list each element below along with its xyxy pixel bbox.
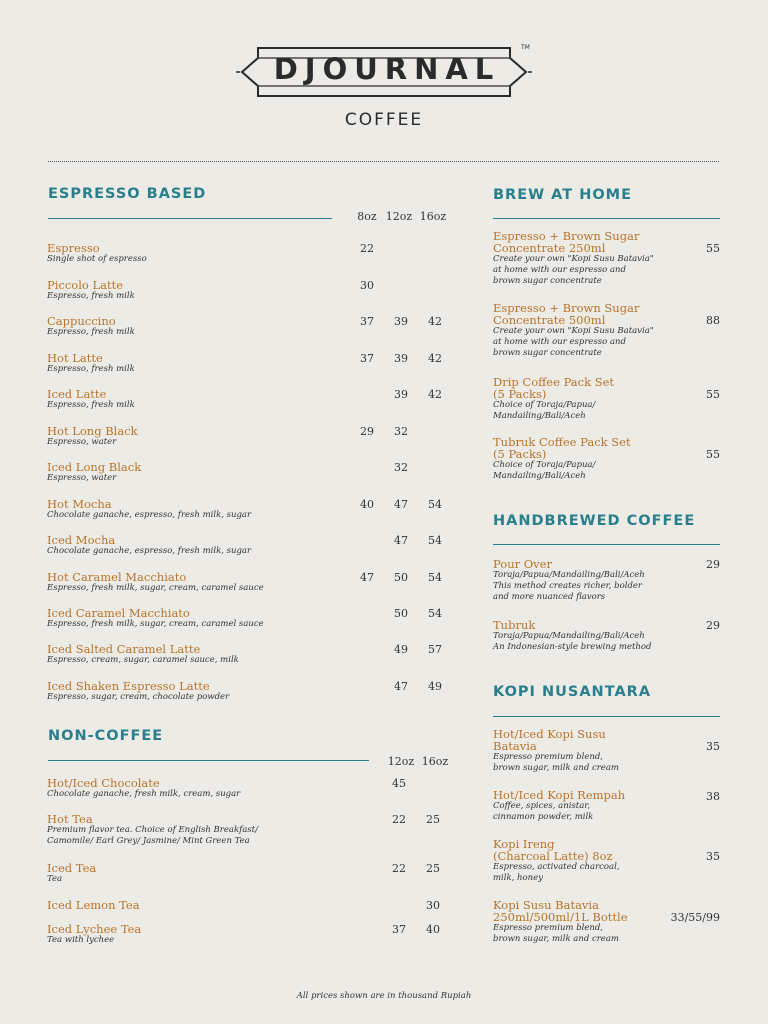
item-price: 50 [394,571,408,584]
item-name: Iced Lychee Tea [47,922,142,936]
menu-item [47,352,135,375]
item-name: Hot Mocha [47,497,112,511]
item-description: Choice of Toraja/Papua/ [493,460,596,470]
item-name: Espresso [47,241,100,255]
item-description: Create your own "Kopi Susu Batavia" [493,254,654,264]
item-description: brown sugar, milk and cream [493,934,619,944]
menu-item [47,643,239,666]
item-description: Toraja/Papua/Mandailing/Bali/Aceh [493,570,645,580]
item-price: 42 [428,388,442,401]
item-description: Camomile/ Earl Grey/ Jasmine/ Mint Green Tea [47,836,250,846]
item-name: Iced Tea [47,861,97,875]
section-title-noncoffee: NON-COFFEE [48,728,164,744]
menu-item [47,899,140,911]
item-price: 55 [706,448,720,461]
item-name: Iced Long Black [47,460,142,474]
item-price: 40 [360,498,374,511]
item-description: Espresso premium blend, [493,923,604,933]
item-name: Batavia [493,739,537,753]
item-description: and more nuanced flavors [493,592,606,602]
item-price: 49 [428,680,442,693]
item-name: Hot/Iced Chocolate [47,776,160,790]
item-price: 37 [392,923,406,936]
item-name: Iced Salted Caramel Latte [47,642,201,656]
item-name: (5 Packs) [493,387,547,401]
item-name: Hot Long Black [47,424,138,438]
item-price: 32 [394,425,408,438]
item-price: 32 [394,461,408,474]
item-description: at home with our espresso and [493,265,626,275]
section-rule-handbrewed [493,544,720,545]
item-name: Cappuccino [47,314,116,328]
menu-item [493,619,651,653]
item-price: 57 [428,643,442,656]
menu-item [47,571,264,594]
item-name: Hot/Iced Kopi Susu [493,727,606,741]
size-header-noncoffee [384,755,452,768]
item-price: 35 [706,740,720,753]
item-description: Espresso, water [47,437,117,447]
item-price: 54 [428,534,442,547]
item-name: Pour Over [493,557,552,571]
size-label: 12oz [387,755,415,768]
section-title-nusantara: KOPI NUSANTARA [493,684,652,700]
item-description: Chocolate ganache, fresh milk, cream, sugar [47,789,241,799]
item-name: Iced Caramel Macchiato [47,606,190,620]
menu-item [47,461,141,484]
item-name: Hot/Iced Kopi Rempah [493,788,626,802]
item-description: Coffee, spices, anistar, [493,801,591,811]
item-price: 22 [392,813,406,826]
item-price: 29 [706,619,720,632]
menu-item [493,436,631,482]
menu-item [47,862,96,885]
item-name: Kopi Ireng [493,837,555,851]
menu-item [47,923,141,946]
item-description: at home with our espresso and [493,337,626,347]
item-price: 39 [394,315,408,328]
item-price: 54 [428,607,442,620]
item-name: Hot Tea [47,812,93,826]
item-description: Espresso, fresh milk, sugar, cream, caramel sauce [47,619,264,629]
item-price: 47 [360,571,374,584]
item-name: Concentrate 250ml [493,241,606,255]
menu-item [47,388,135,411]
item-description: Espresso, fresh milk [47,400,135,410]
item-description: brown sugar concentrate [493,276,602,286]
menu-item [493,838,620,884]
menu-item [47,279,135,302]
item-description: Espresso, fresh milk [47,364,135,374]
item-name: Kopi Susu Batavia [493,898,599,912]
logo-wordmark: DJOURNAL [273,52,501,86]
item-price: 39 [394,388,408,401]
menu-item [493,728,619,774]
item-description: brown sugar concentrate [493,348,602,358]
menu-item [47,534,251,557]
item-description: Tea with lychee [47,935,115,945]
item-name: Concentrate 500ml [493,313,606,327]
item-price: 47 [394,534,408,547]
item-price: 25 [426,862,440,875]
item-price: 29 [706,558,720,571]
item-price: 22 [360,242,374,255]
size-label: 8oz [357,210,377,223]
item-description: Choice of Toraja/Papua/ [493,400,596,410]
item-name: (5 Packs) [493,447,547,461]
item-price: 55 [706,388,720,401]
section-rule-brew [493,218,720,219]
size-header-espresso [352,210,450,223]
item-price: 37 [360,315,374,328]
item-name: Iced Lemon Tea [47,898,140,912]
logo-subtitle: COFFEE [344,110,424,130]
item-description: Tea [47,874,63,884]
item-description: Mandailing/Bali/Aceh [493,471,586,481]
item-price: 30 [360,279,374,292]
item-price: 88 [706,314,720,327]
item-description: cinnamon powder, milk [493,812,594,822]
item-description: brown sugar, milk and cream [493,763,619,773]
item-name: Iced Latte [47,387,107,401]
item-description: Premium flavor tea. Choice of English Breakfast/ [47,825,258,835]
item-price: 40 [426,923,440,936]
item-name: Tubruk [493,618,536,632]
item-description: Single shot of espresso [47,254,147,264]
item-price: 33/55/99 [670,911,720,924]
item-price: 22 [392,862,406,875]
item-price: 47 [394,498,408,511]
item-description: Chocolate ganache, espresso, fresh milk, sugar [47,510,252,520]
item-description: milk, honey [493,873,543,883]
menu-item [493,230,654,287]
item-price: 54 [428,571,442,584]
item-name: Tubruk Coffee Pack Set [493,435,631,449]
item-description: Espresso, fresh milk, sugar, cream, caramel sauce [47,583,264,593]
menu-item [493,302,654,359]
item-price: 25 [426,813,440,826]
item-description: Espresso, cream, sugar, caramel sauce, milk [47,655,239,665]
price-footnote: All prices shown are in thousand Rupiah [296,991,472,1001]
menu-item [47,498,251,521]
section-rule-nusantara [493,716,720,717]
item-description: Toraja/Papua/Mandailing/Bali/Aceh [493,631,645,641]
item-name: 250ml/500ml/1L Bottle [493,910,628,924]
item-description: Chocolate ganache, espresso, fresh milk, sugar [47,546,252,556]
item-description: Espresso, activated charcoal, [493,862,620,872]
item-name: Hot Caramel Macchiato [47,570,187,584]
item-description: Espresso, sugar, cream, chocolate powder [47,692,230,702]
trademark-mark: TM [521,44,530,51]
size-label: 16oz [421,755,449,768]
item-description: Espresso premium blend, [493,752,604,762]
item-name: Drip Coffee Pack Set [493,375,615,389]
item-description: Espresso, water [47,473,117,483]
menu-item [493,789,625,823]
item-name: Espresso + Brown Sugar [493,229,640,243]
menu-item [47,777,240,800]
item-price: 49 [394,643,408,656]
menu-item [47,242,147,265]
item-price: 30 [426,899,440,912]
header-divider [48,161,719,162]
menu-item [47,315,135,338]
item-description: An Indonesian-style brewing method [493,642,652,652]
item-price: 54 [428,498,442,511]
item-price: 42 [428,352,442,365]
item-price: 45 [392,777,406,790]
item-name: Iced Mocha [47,533,116,547]
item-price: 47 [394,680,408,693]
menu-item [493,558,645,603]
item-name: (Charcoal Latte) 8oz [493,849,613,863]
item-name: Espresso + Brown Sugar [493,301,640,315]
brand-logo [236,42,532,138]
item-price: 37 [360,352,374,365]
item-price: 38 [706,790,720,803]
menu-item [47,425,138,448]
item-name: Hot Latte [47,351,103,365]
section-rule-espresso [48,218,332,219]
section-title-brew: BREW AT HOME [493,187,632,203]
item-price: 39 [394,352,408,365]
section-rule-noncoffee [48,760,369,761]
menu-item [493,376,614,422]
item-description: Espresso, fresh milk [47,327,135,337]
size-label: 12oz [385,210,413,223]
item-name: Iced Shaken Espresso Latte [47,679,210,693]
size-label: 16oz [419,210,447,223]
item-price: 55 [706,242,720,255]
menu-item [493,899,628,945]
item-price: 42 [428,315,442,328]
item-description: Mandailing/Bali/Aceh [493,411,586,421]
menu-item [47,813,258,847]
section-title-handbrewed: HANDBREWED COFFEE [493,513,696,529]
item-price: 29 [360,425,374,438]
menu-item [47,680,229,703]
menu-item [47,607,264,630]
section-title-espresso: ESPRESSO BASED [48,186,207,202]
item-description: This method creates richer, bolder [493,581,642,591]
item-description: Create your own "Kopi Susu Batavia" [493,326,654,336]
item-name: Piccolo Latte [47,278,124,292]
item-price: 35 [706,850,720,863]
item-price: 50 [394,607,408,620]
item-description: Espresso, fresh milk [47,291,135,301]
